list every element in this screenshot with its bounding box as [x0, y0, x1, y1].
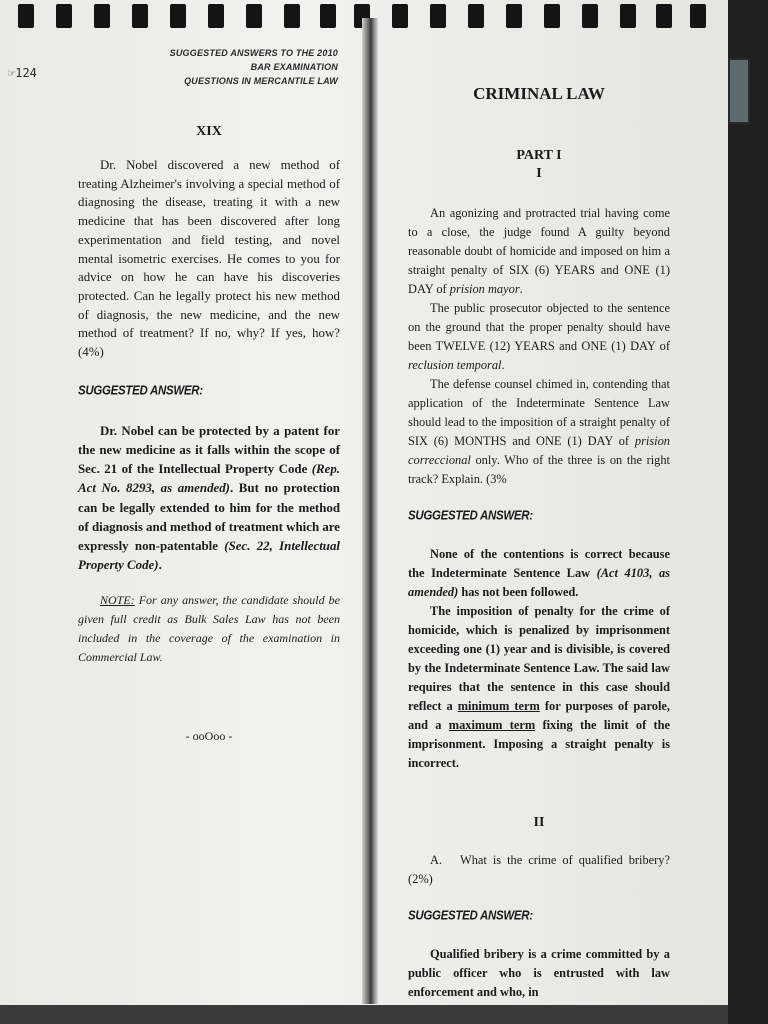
answer-paragraph: The imposition of penalty for the crime of homicide, which is penalized by imprisonment exceeding one (1) year and is divisible, is covered by the Indeterminate Sentence Law. The said law requires that the sentence in this case should reflect a minimum term for purposes of parole, and a maximum term fixing the limit of the imprisonment. Imposing a straight penalty is incorrect.	[408, 604, 671, 770]
page-number: ☞124	[8, 66, 37, 80]
binding-ring	[582, 4, 598, 28]
answer-paragraph: Qualified bribery is a crime committed by a public officer who is entrusted with law enforcement and who, in	[408, 947, 670, 999]
chapter-title: CRIMINAL LAW	[473, 84, 605, 103]
suggested-answer-label: SUGGESTED ANSWER:	[408, 909, 533, 923]
binding-ring	[506, 4, 522, 28]
question-number: XIX	[196, 124, 222, 139]
binding-ring	[208, 4, 224, 28]
binding-ring	[94, 4, 110, 28]
note-text: NOTE: For any answer, the candidate should be given full credit as Bulk Sales Law has not been included in the coverage of the examination in Commercial Law.	[78, 593, 340, 665]
binding-ring	[246, 4, 262, 28]
scan-bottom-shadow	[0, 1005, 728, 1024]
binding-ring	[320, 4, 336, 28]
binding-ring	[18, 4, 34, 28]
binding-ring	[56, 4, 72, 28]
part-heading: PART I	[516, 148, 562, 163]
question-text: Dr. Nobel discovered a new method of treating Alzheimer's involving a special method of diagnosing the disease, treating it with a new medicine that has been discovered after long experimentation and field testing, and novel mental isometric exercises. He comes to you for advice on how he can have his discoveries protected. Can he legally protect his new method of diagnosis, the new medicine, and the new method of treatment? If no, why? If yes, how? (4%)	[78, 158, 340, 360]
binding-ring	[170, 4, 186, 28]
book-spine	[362, 18, 378, 1004]
binding-ring	[284, 4, 300, 28]
question-number: I	[536, 166, 542, 181]
question-paragraph: A. What is the crime of qualified bribery? (2%)	[408, 853, 671, 886]
section-end-mark: - ooOoo -	[185, 729, 233, 744]
binding-ring	[690, 4, 706, 28]
binding-ring	[392, 4, 408, 28]
suggested-answer-label: SUGGESTED ANSWER:	[408, 509, 533, 523]
binding-ring	[430, 4, 446, 28]
answer-paragraph: None of the contentions is correct because the Indeterminate Sentence Law (Act 4103, as amended) has not been followed.	[408, 547, 670, 599]
question-paragraph: The defense counsel chimed in, contending that application of the Indeterminate Sentence Law should lead to the imposition of a straight penalty of SIX (6) MONTHS and ONE (1) DAY of prision correccional only. Who of the three is on the right track? Explain. (3%	[408, 377, 670, 486]
running-header: SUGGESTED ANSWERS TO THE 2010 BAR EXAMINATION QUESTIONS IN MERCANTILE LAW	[169, 48, 338, 86]
left-page-content	[78, 124, 340, 744]
question-number: II	[533, 815, 545, 830]
binding-ring	[468, 4, 484, 28]
question-paragraph: The public prosecutor objected to the sentence on the ground that the proper penalty should have been TWELVE (12) YEARS and ONE (1) DAY of reclusion temporal.	[408, 301, 670, 372]
scan-edge	[728, 0, 768, 1024]
binding-ring	[132, 4, 148, 28]
binding-ring	[656, 4, 672, 28]
binding-ring	[544, 4, 560, 28]
right-page-content	[408, 84, 670, 1002]
answer-text: Dr. Nobel can be protected by a patent for the new medicine as it falls within the scope of Sec. 21 of the Intellectual Property Code (Rep. Act No. 8293, as amended). But no protection can be legally extended to him for the method of diagnosis and method of treatment which are expressly non-patentable (Sec. 22, Intellectual Property Code).	[78, 423, 341, 573]
page-tab	[728, 58, 750, 124]
binding-ring	[620, 4, 636, 28]
question-paragraph: An agonizing and protracted trial having come to a close, the judge found A guilty beyond reasonable doubt of homicide and imposed on him a straight penalty of SIX (6) YEARS and ONE (1) DAY of prision mayor.	[408, 206, 670, 296]
suggested-answer-label: SUGGESTED ANSWER:	[78, 383, 203, 398]
